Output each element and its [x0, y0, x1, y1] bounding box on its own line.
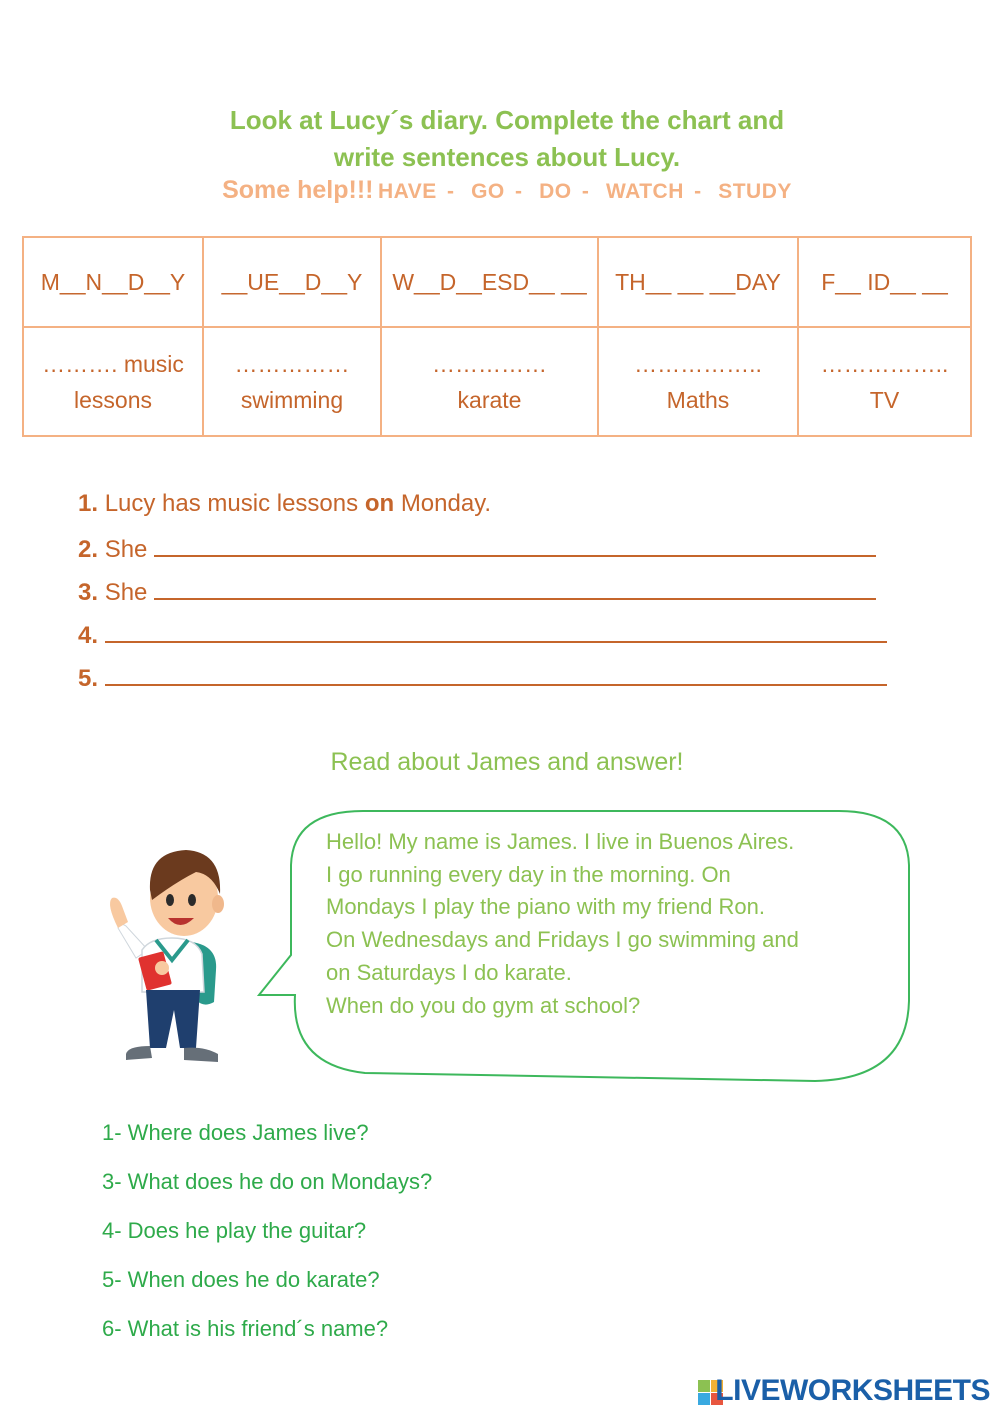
activity-cell [23, 327, 203, 436]
activity-blank: …………….. [634, 350, 762, 377]
sentence-number: 1. [78, 490, 99, 517]
activity-name: Maths [666, 386, 730, 413]
help-verb: STUDY [718, 180, 792, 203]
james-text-line: Mondays I play the piano with my friend Ron. [326, 894, 766, 920]
activities-row [23, 327, 971, 436]
activity-name: karate [457, 386, 522, 413]
james-text-line: When do you do gym at school? [326, 992, 641, 1018]
activity-blank: …………….. [820, 350, 949, 377]
james-text-line: On Wednesdays and Fridays I go swimming and [326, 927, 799, 953]
sentences-list [78, 486, 887, 701]
days-row [23, 237, 971, 327]
activity-cell [203, 327, 381, 436]
sentence-start: She [104, 536, 148, 563]
question-item: 4- Does he play the guitar? [102, 1218, 367, 1243]
help-verb: WATCH [605, 180, 684, 203]
activity-blank: ………. music [42, 350, 184, 377]
help-verb: DO [539, 180, 572, 203]
james-text [326, 826, 799, 1022]
question-item: 3- What does he do on Mondays? [102, 1169, 433, 1194]
title-line-2: write sentences about Lucy. [333, 142, 681, 172]
james-text-line: on Saturdays I do karate. [326, 959, 572, 985]
sentence-bold-word: on [364, 490, 395, 517]
james-text-line: I go running every day in the morning. On [326, 861, 731, 887]
sentence-start: She [104, 579, 148, 606]
sentence-text: Monday. [400, 490, 492, 517]
sentence-number: 2. [78, 536, 99, 563]
boy-illustration [92, 842, 232, 1074]
title-line-1: Look at Lucy´s diary. Complete the chart and [229, 105, 785, 135]
answer-line[interactable] [105, 658, 887, 686]
day-cell-wednesday: W__D__ESD__ __ [381, 237, 598, 327]
sentence-number: 4. [78, 622, 99, 649]
day-cell-tuesday: __UE__D__Y [203, 237, 381, 327]
sentence-number: 5. [78, 665, 99, 692]
help-line [0, 176, 1000, 205]
help-verb: GO [471, 180, 505, 203]
answer-line[interactable] [154, 529, 876, 557]
help-separator: - [581, 180, 590, 203]
james-text-line: Hello! My name is James. I live in Buenos Aires. [326, 829, 795, 854]
activity-name: lessons [74, 386, 152, 413]
activity-cell [798, 327, 971, 436]
sentence-5 [78, 658, 887, 701]
sentence-1 [78, 486, 887, 529]
sentence-2 [78, 529, 887, 572]
day-cell-friday: F__ ID__ __ [798, 237, 971, 327]
activity-cell [598, 327, 798, 436]
activity-blank: …………… [234, 350, 350, 377]
sentence-4 [78, 615, 887, 658]
sentence-text: Lucy has music lessons [104, 490, 359, 517]
activity-cell [381, 327, 598, 436]
help-separator: - [446, 180, 455, 203]
sentence-number: 3. [78, 579, 99, 606]
help-separator: - [515, 180, 523, 203]
diary-chart [22, 236, 972, 437]
help-verb: HAVE [377, 180, 437, 203]
question-item: 6- What is his friend´s name? [102, 1316, 389, 1341]
answer-line[interactable] [154, 572, 876, 600]
question-item: 5- When does he do karate? [102, 1267, 380, 1292]
day-cell-thursday: TH__ __ __DAY [598, 237, 798, 327]
day-cell-monday: M__N__D__Y [23, 237, 203, 327]
help-separator: - [694, 180, 702, 203]
help-label: Some help!!! [222, 176, 374, 204]
activity-blank: …………… [432, 350, 547, 377]
question-item: 1- Where does James live? [102, 1120, 369, 1145]
activity-name: swimming [240, 386, 344, 413]
answer-line[interactable] [105, 615, 887, 643]
questions-list [102, 1116, 432, 1361]
activity-name: TV [869, 386, 900, 413]
sentence-3 [78, 572, 887, 615]
liveworksheets-brand[interactable]: LIVEWORKSHEETS [715, 1374, 990, 1407]
james-heading: Read about James and answer! [330, 748, 684, 776]
